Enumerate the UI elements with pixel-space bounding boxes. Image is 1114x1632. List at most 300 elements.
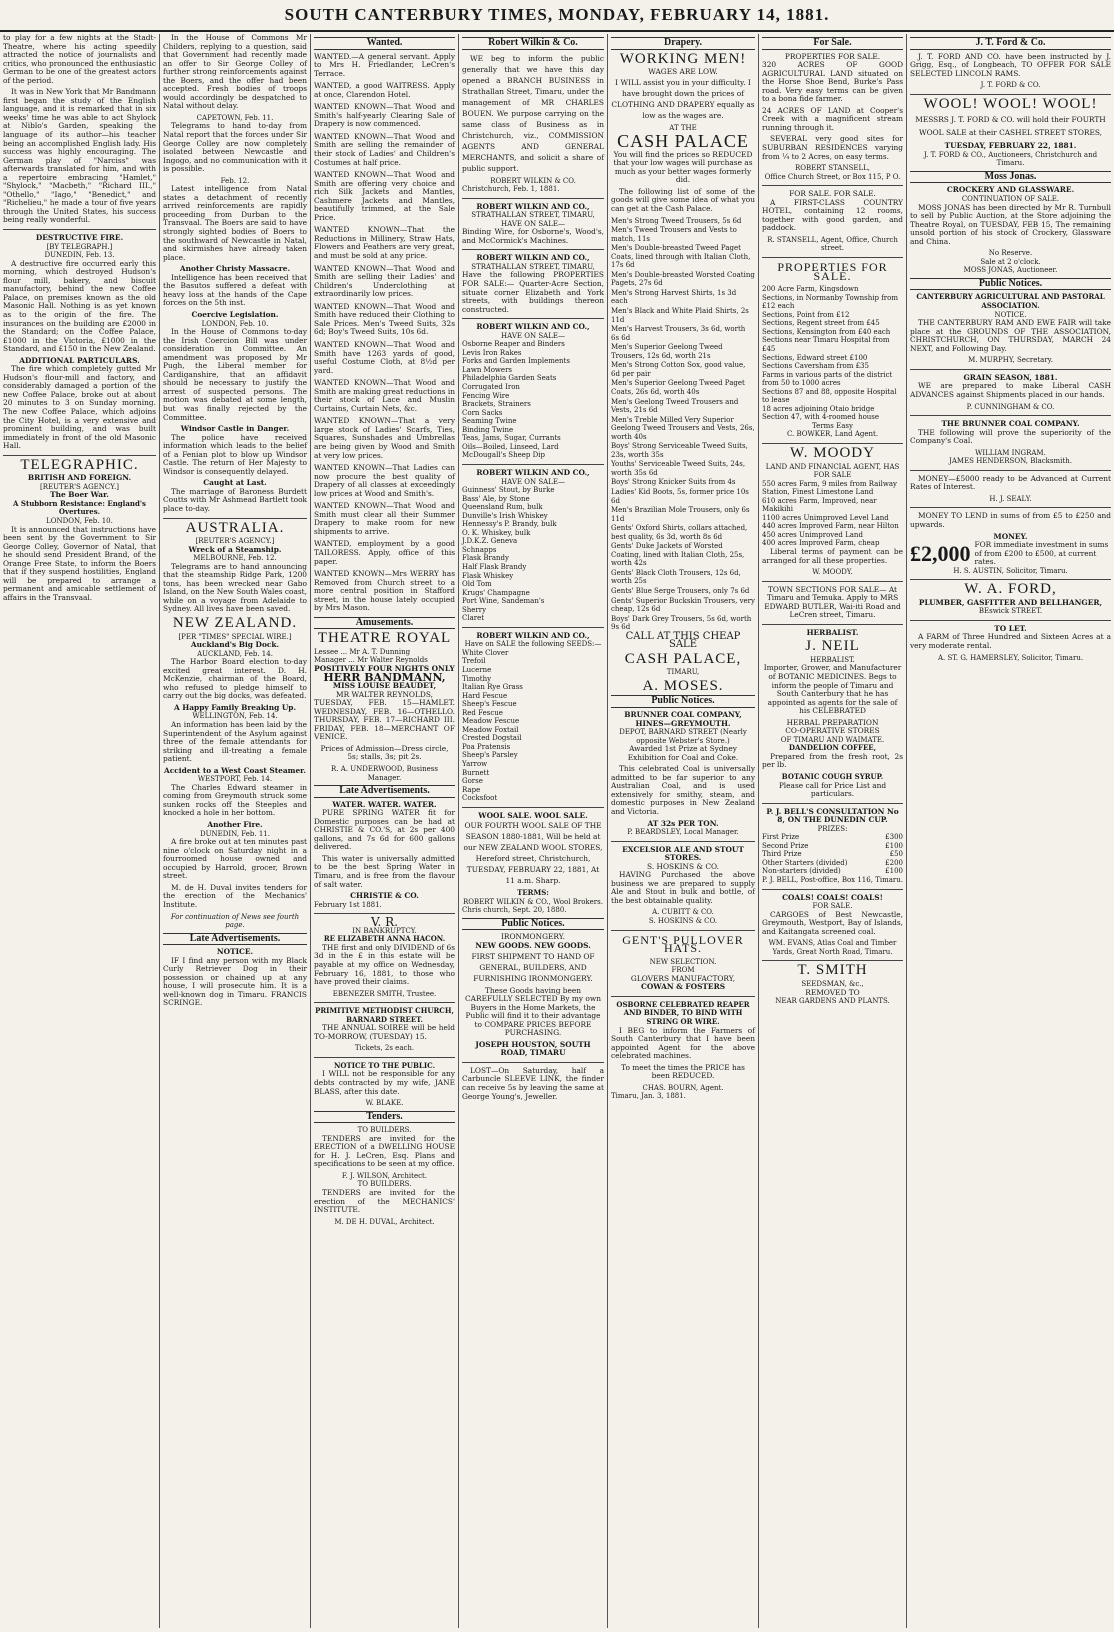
section-heading: Amusements. bbox=[314, 617, 455, 630]
article-paragraph: The marriage of Baroness Burdett Coutts with Mr Ashmead Bartlett took place to-day. bbox=[163, 486, 307, 513]
list-item: 200 Acre Farm, Kingsdown bbox=[762, 285, 859, 294]
ad-headline-large: W. A. FORD, bbox=[964, 581, 1057, 598]
prize-amount: £100 bbox=[885, 841, 903, 850]
article-paragraph: The police have received information which leads to the belief of a Fenian plot to blow up Windsor Castle. The return of Her Majesty to Windsor is consequently delayed. bbox=[163, 432, 307, 476]
ad-line: DEPOT, BARNARD STREET (Nearly opposite Webster's Store.) bbox=[619, 728, 747, 745]
ad-line: BOTANIC COUGH SYRUP. bbox=[781, 772, 884, 782]
ad-line: NEAR GARDENS AND PLANTS. bbox=[775, 997, 890, 1006]
ad-signature: A. CUBITT & CO. bbox=[652, 908, 714, 917]
ad-paragraph: OUR FOURTH WOOL SALE OF THE SEASON 1880-1881, Will be held at our NEW ZEALAND WOOL STORES, Hereford street, Christchurch, TUESDAY, FEBRUARY 22, 1881, At 11 a.m. Sharp. bbox=[463, 821, 603, 886]
list-item: Flask Whiskey bbox=[462, 571, 514, 580]
ad-signature: ROBERT WILKIN & CO. bbox=[490, 176, 576, 185]
divider bbox=[611, 930, 755, 931]
ad-paragraph: WE are prepared to make Liberal CASH ADVANCES against Shipments placed in our hands. bbox=[910, 381, 1111, 399]
ad-paragraph: The following list of some of the goods will give some idea of what you can get at the Cash Palace. bbox=[611, 186, 755, 214]
theatre-title: THEATRE ROYAL bbox=[317, 630, 452, 647]
list-item: Oils—Boiled, Linseed, Lard bbox=[462, 442, 559, 451]
divider bbox=[611, 996, 755, 997]
price-list-item: Men's Harvest Trousers, 3s 6d, worth 6s 6d bbox=[611, 325, 746, 342]
prize-amount: £50 bbox=[889, 850, 903, 859]
item-list bbox=[462, 340, 604, 460]
section-heading: Drapery. bbox=[611, 37, 755, 50]
prize-row bbox=[762, 867, 903, 876]
divider bbox=[462, 318, 604, 319]
subheading: The Boer War. bbox=[50, 490, 109, 500]
list-item: Hard Fescue bbox=[462, 691, 508, 700]
price-list-item: Men's Superior Geelong Tweed Trousers, 12s 6d, worth 21s bbox=[611, 343, 723, 360]
list-item: Flask Brandy bbox=[462, 554, 509, 563]
article-paragraph: The Charles Edward steamer in coming from Greymouth struck some sunken rocks off the Steeples and knocked a hole in her bottom. bbox=[163, 782, 307, 818]
wanted-ad: WANTED KNOWN—Mrs WERRY has Removed from Church street to a more central position in Stafford street, in the house lately occupied by Mrs Mason. bbox=[314, 569, 455, 613]
divider bbox=[611, 841, 755, 842]
article-paragraph: An information has been laid by the Superintendent of the Asylum against three of the female attendants for striking and ill-treating a female patient. bbox=[163, 720, 307, 764]
list-item: Claret bbox=[462, 614, 485, 623]
list-item: Levis Iron Rakes bbox=[462, 348, 522, 357]
ad-line: Chris church, Sept. 20, 1880. bbox=[462, 906, 567, 915]
list-item: Sherry bbox=[462, 605, 487, 614]
article-paragraph: to play for a few nights at the Stadt-Theatre, where his acting speedily attracted the notice of journalists and critics, who pronounced the enthusiastic German to be one of the greatest actors of the period. bbox=[3, 34, 156, 85]
divider bbox=[762, 624, 903, 625]
ad-line: POSITIVELY FOUR NIGHTS ONLY bbox=[314, 664, 455, 673]
ad-line: GLOVERS MANUFACTORY, bbox=[630, 973, 736, 983]
list-item: Lawn Mowers bbox=[462, 365, 513, 374]
section-heading: Late Advertisements. bbox=[163, 933, 307, 946]
subheading: A Stubborn Resistance: England's Overtures. bbox=[13, 498, 146, 517]
ad-line: HAVE ON SALE— bbox=[501, 331, 565, 340]
price-list-item: Men's Double-breasted Tweed Paget Coats, lined through with Italian Cloth, 17s 6d bbox=[611, 244, 751, 270]
subheading: Caught at Last. bbox=[203, 478, 267, 488]
article-paragraph: In the House of Commons Mr Childers, replying to a question, said that Government had recently made an offer to Sir George Colley of further strong reinforcements against the Boers, and the offer had been accepted. Fresh bodies of troops would accordingly be despatched to Natal without delay. bbox=[163, 34, 307, 111]
divider bbox=[910, 470, 1111, 471]
ad-signature: H. J. SEALY. bbox=[989, 494, 1032, 503]
money-amount: £2,000 bbox=[910, 540, 971, 566]
ad-headline-large: GENT'S PULLOVER HATS. bbox=[622, 932, 744, 956]
wanted-ad: WANTED KNOWN—That Wood and Smith have reduced their Clothing to Sale Prices. Men's Tweed Suits, 32s 6d; Boy's Tweed Suits, 10s 6d. bbox=[314, 301, 455, 337]
ad-line: Christchurch, Feb. 1, 1881. bbox=[462, 185, 560, 194]
list-item: Queensland Rum, bulk bbox=[462, 503, 543, 512]
list-item: McDougall's Sheep Dip bbox=[462, 451, 545, 460]
wanted-ad: WANTED, a good WAITRESS. Apply at once, Clarendon Hotel. bbox=[314, 81, 455, 99]
price-list-item: Men's Tweed Trousers and Vests to match, 11s bbox=[611, 226, 737, 243]
ad-line: Have on SALE the following SEEDS:— bbox=[464, 640, 602, 649]
ad-headline: CROCKERY AND GLASSWARE. bbox=[946, 185, 1075, 195]
ad-paragraph: HAVING Purchased the above business we are prepared to supply Ale and Stout in bulk and bottle, of the best obtainable quality. bbox=[611, 870, 755, 905]
ad-paragraph: I WILL assist you in your difficulty. I have brought down the prices of CLOTHING AND DRAPERY equally as low as the wages are. bbox=[611, 77, 755, 120]
divider bbox=[3, 455, 156, 456]
prize-amount: £300 bbox=[885, 833, 903, 842]
ad-headline: WAGES ARE LOW. bbox=[648, 67, 718, 77]
article-paragraph: M. de H. Duval invites tenders for the erection of the Mechanics' Institute. bbox=[163, 882, 307, 909]
list-item: Sections, Kensington from £40 each bbox=[762, 327, 891, 336]
subheading: Wreck of a Steamship. bbox=[188, 544, 282, 554]
divider bbox=[462, 807, 604, 808]
wanted-ad: WANTED KNOWN—That the Reductions in Millinery, Straw Hats, Flowers and Feathers are very great, and must be sold at any price. bbox=[314, 225, 455, 261]
ad-paragraph: Binding Wire, for Osborne's, Wood's, and McCormick's Machines. bbox=[462, 227, 604, 245]
wanted-ad: WANTED, employment by a good TAILORESS. Apply, office of this paper. bbox=[314, 539, 455, 566]
list-item: Crested Dogstail bbox=[462, 734, 522, 743]
price-list-item: Men's Geelong Tweed Trousers and Vests, 21s 6d bbox=[611, 397, 739, 415]
article-paragraph: Intelligence has been received that the Basutos suffered a defeat with heavy loss at the hands of the Cape forces on the 5th inst. bbox=[163, 272, 307, 308]
section-heading: Moss Jonas. bbox=[910, 171, 1111, 184]
divider bbox=[910, 507, 1111, 508]
list-item: 400 acres Improved Farm, cheap bbox=[762, 539, 880, 548]
list-item: Philadelphia Garden Seats bbox=[462, 374, 557, 383]
ad-headline-large: J. NEIL bbox=[805, 638, 860, 655]
ad-paragraph: TOWN SECTIONS FOR SALE— At Timaru and Temuka. Apply to MRS EDWARD BUTLER, Wai-iti Road and LeCren street, Timaru. bbox=[764, 584, 901, 620]
list-item: Section 47, with 4-roomed house bbox=[762, 413, 880, 422]
divider bbox=[314, 1002, 455, 1003]
list-item: Binding Twine bbox=[462, 425, 514, 434]
byline: [BY TELEGRAPH.] bbox=[46, 242, 113, 251]
ad-headline: EXCELSIOR ALE AND STOUT STORES. bbox=[622, 844, 744, 863]
dateline: Feb. 12. bbox=[220, 176, 250, 185]
list-item: 440 acres Improved Farm, near Hilton bbox=[762, 522, 899, 531]
ad-paragraph: Please call for Price List and particulars. bbox=[778, 780, 887, 799]
prize-label: Other Starters (divided) bbox=[762, 858, 848, 867]
list-item: Sheep's Fescue bbox=[462, 700, 517, 709]
subheading: A Happy Family Breaking Up. bbox=[173, 702, 297, 712]
subheading: Coercive Legislation. bbox=[191, 309, 279, 319]
ad-paragraph: These Goods having been CAREFULLY SELECTED By my own Buyers in the Home Markets, the Public will find it to their advantage to COMPARE PRICES BEFORE PURCHASING. bbox=[465, 985, 601, 1038]
ad-headline: HERBAL PREPARATION bbox=[786, 717, 879, 727]
list-item: 18 acres adjoining Otaio bridge bbox=[762, 404, 875, 413]
dateline: LONDON, Feb. 10. bbox=[46, 516, 113, 525]
column-5 bbox=[607, 34, 758, 1628]
article-paragraph: In the House of Commons to-day the Irish Coercion Bill was under consideration in Committee. An amendment was proposed by Mr Pugh, the Liberal member for Cardiganshire, that an affidavit should be necessary to justify the arrest of suspected persons. The motion was debated at some length, but was finally rejected by the Committee. bbox=[163, 327, 307, 422]
list-item: Brackets, Strainers bbox=[462, 400, 531, 409]
ad-signature: M. DE H. DUVAL, Architect. bbox=[334, 1217, 435, 1226]
ad-headline: IRONMONGERY. bbox=[500, 932, 565, 942]
ad-headline: NEW GOODS. NEW GOODS. bbox=[475, 941, 591, 951]
ad-headline-large: WOOL! WOOL! WOOL! bbox=[923, 95, 1098, 112]
section-heading: Public Notices. bbox=[910, 278, 1111, 291]
price-list-item: Ladies' Kid Boots, 5s, former price 10s 6d bbox=[611, 487, 749, 505]
ad-headline: CANTERBURY AGRICULTURAL AND PASTORAL ASSOCIATION. bbox=[916, 292, 1105, 311]
article-paragraph: It is announced that instructions have been sent by the Government to Sir George Colley, Governor of Natal, that he should send President Brand, of the Orange Free State, to inform the Boers that if they suspend hostilities, England will be prepared to arrange a permanent and amicable settlement of affairs in the Transvaal. bbox=[3, 524, 156, 602]
ad-line: Timaru, Jan. 3, 1881. bbox=[611, 1092, 686, 1101]
column-6 bbox=[758, 34, 906, 1628]
list-item: Guinness' Stout, by Burke bbox=[462, 486, 555, 495]
ad-line: NOTICE. bbox=[994, 310, 1027, 319]
ad-headline: GRAIN SEASON, 1881. bbox=[963, 372, 1058, 382]
divider bbox=[762, 803, 903, 804]
ad-paragraph: 320 ACRES OF GOOD AGRICULTURAL LAND situated on the Horse Shoe Bend, Burke's Pass road. Very easy terms can be given to a bona fide farmer. bbox=[762, 60, 903, 104]
ad-headline: S. HOSKINS & CO. bbox=[647, 861, 719, 871]
wanted-ad: WANTED KNOWN—That Ladies can now procure the best quality of Drapery of all classes at exceedingly low prices at Wood and Smith's. bbox=[314, 463, 455, 498]
ad-line: AT THE bbox=[669, 123, 697, 132]
list-item: Old Tom bbox=[462, 580, 492, 589]
ad-line: Manager ... Mr Walter Reynolds bbox=[314, 656, 428, 665]
ad-headline-large: CASH PALACE, bbox=[624, 650, 742, 667]
list-item: Krugs' Champagne bbox=[462, 588, 530, 597]
dateline: WELLINGTON, Feb. 14. bbox=[192, 712, 278, 721]
section-heading: BRITISH AND FOREIGN. bbox=[27, 473, 132, 483]
divider bbox=[910, 94, 1111, 95]
divider bbox=[762, 185, 903, 186]
ad-signature: P. BEARDSLEY, Local Manager. bbox=[627, 828, 739, 837]
list-item: 450 acres Unimproved Land bbox=[762, 530, 863, 539]
list-item: Sections, in Normanby Township from £12 each bbox=[762, 293, 898, 311]
article-paragraph: It was in New York that Mr Bandmann first began the study of the English language, and it is remarked that in six weeks' time he was able to act Shylock at Niblo's Garden, speaking the language of its author—his teacher being an accomplished English lady. His success was highly encouraging. The German play of "Narciss" was afterwards translated for him, and with a repertoire embracing "Hamlet," "Shylock," "Macbeth," "Richard III.," "Othello," "Iago," "Benedict," and "Richelieu," he made a tour of five years through the United States, his success being really wonderful. bbox=[3, 87, 156, 225]
list-item: Cocksfoot bbox=[462, 794, 498, 803]
ad-line: Terms Easy bbox=[812, 421, 853, 430]
dateline: DUNEDIN, Feb. 13. bbox=[44, 251, 115, 260]
ad-headline: COWAN & FOSTERS bbox=[640, 982, 726, 992]
ad-line: FOR SALE. bbox=[812, 902, 853, 911]
prize-amount: £200 bbox=[885, 858, 903, 867]
ad-headline: PROPERTIES FOR SALE. bbox=[784, 51, 881, 61]
prize-table bbox=[762, 833, 903, 876]
divider bbox=[910, 620, 1111, 621]
divider bbox=[314, 913, 455, 914]
ad-paragraph: LOST—On Saturday, half a Carbuncle SLEEVE LINK, the finder can receive 5s by leaving the same at George Young's, Jeweller. bbox=[462, 1065, 604, 1101]
ad-headline: HERBALIST. bbox=[806, 627, 859, 637]
list-item: Dunville's Irish Whiskey bbox=[462, 511, 548, 520]
ad-line: NEW SELECTION. bbox=[649, 957, 717, 966]
price-list bbox=[611, 217, 755, 632]
wanted-ad: WANTED KNOWN—That Wood and Smith are making great reductions in their stock of Lace and Muslin Curtains, Curtain Nets, &c. bbox=[314, 378, 455, 413]
ad-signature: CHAS. BOURN, Agent. bbox=[642, 1083, 724, 1092]
section-heading: J. T. Ford & Co. bbox=[910, 37, 1111, 50]
prize-label: Second Prize bbox=[762, 841, 809, 850]
wanted-ad: WANTED.—A general servant. Apply to Mrs H. Friedlander, LeCren's Terrace. bbox=[314, 51, 455, 78]
ad-line: TERMS: bbox=[517, 888, 549, 898]
prize-label: Non-starters (divided) bbox=[762, 867, 841, 876]
ad-paragraph: SEVERAL very good sites for SUBURBAN RESIDENCES varying from ¼ to 2 Acres, on easy terms. bbox=[762, 134, 903, 161]
subheading: Auckland's Big Dock. bbox=[190, 640, 280, 650]
divider bbox=[762, 960, 903, 961]
subheading: Another Fire. bbox=[207, 820, 263, 830]
ad-headline: ROBERT WILKIN AND CO., bbox=[476, 201, 590, 211]
prize-row bbox=[762, 833, 903, 842]
price-list-item: Men's Black and White Plaid Shirts, 2s 11d bbox=[611, 307, 749, 324]
section-heading: Public Notices. bbox=[462, 918, 604, 931]
divider bbox=[462, 198, 604, 199]
ad-line: Lessee ... Mr A. T. Dunning bbox=[314, 647, 411, 656]
ad-headline: NOTICE TO THE PUBLIC. bbox=[333, 1060, 436, 1070]
ad-line: TO BUILDERS. bbox=[357, 1180, 412, 1189]
article-paragraph: A destructive fire occurred early this morning, which destroyed Hudson's flour mill, bakery, and biscuit manufactory, behind the new Coffee Palace, on premises known as the old Masonic Hall. Nothing is as yet known as to the origin of the fire. The insurances on the building are £2000 in the Standard; on the Coffee Palace, £1000 in the Victoria, £1000 in the Standard, and £150 in the New Zealand. bbox=[3, 258, 156, 354]
column-4 bbox=[458, 34, 607, 1628]
section-heading: Tenders. bbox=[314, 1111, 455, 1124]
ad-line: RE ELIZABETH ANNA HACON. bbox=[323, 934, 446, 944]
column-3 bbox=[310, 34, 458, 1628]
list-item: Sheep's Parsley bbox=[462, 751, 518, 760]
section-heading: DESTRUCTIVE FIRE. bbox=[35, 233, 124, 243]
ad-paragraph: 24 ACRES OF LAND at Cooper's Creek with a magnificent stream running through it. bbox=[762, 105, 903, 132]
wanted-ad: WANTED KNOWN—That Wood and Smith must clear all their Summer Drapery to make room for new shipments to arrive. bbox=[314, 501, 455, 536]
ad-line: TO BUILDERS. bbox=[357, 1126, 412, 1135]
ad-line: REMOVED TO bbox=[805, 987, 860, 997]
wanted-ad: WANTED KNOWN—That Wood and Smith's half-yearly Clearing Sale of Drapery is now commenced. bbox=[314, 102, 455, 129]
ad-paragraph: CARGOES of Best Newcastle, Greymouth, Westport, Bay of Islands, and Kaitangata screened coal. bbox=[762, 909, 903, 936]
dateline: DUNEDIN, Feb. 11. bbox=[200, 829, 270, 838]
list-item: Yarrow bbox=[462, 760, 488, 768]
ad-paragraph: TUESDAY, FEB. 15—HAMLET. WEDNESDAY, FEB. 16—OTHELLO. THURSDAY, FEB. 17—RICHARD III. FRIDAY, FEB. 18—MERCHANT OF VENICE. bbox=[314, 698, 455, 742]
ad-paragraph: PURE SPRING WATER fit for Domestic purposes can be had at CHRISTIE & CO.'S, at 2s per 400 gallons, and 7s 6d for 600 gallons delivered. bbox=[314, 808, 455, 852]
ad-paragraph: This water is universally admitted to be the best Spring Water in Timaru, and is free from the flavour of salt water. bbox=[314, 853, 455, 889]
subheading: Another Christy Massacre. bbox=[179, 264, 291, 274]
divider bbox=[910, 415, 1111, 416]
section-heading: Public Notices. bbox=[611, 695, 755, 708]
ad-headline: P. J. BELL'S CONSULTATION No 8, ON THE DUNEDIN CUP. bbox=[766, 806, 899, 825]
divider bbox=[762, 257, 903, 258]
item-list bbox=[462, 649, 604, 803]
ad-line: HERBALIST. bbox=[810, 655, 855, 664]
price-list-item: Gents' Superior Buckskin Trousers, very cheap, 12s 6d bbox=[611, 596, 755, 614]
section-heading-large: TELEGRAPHIC. bbox=[20, 456, 139, 473]
subheading: Accident to a West Coast Steamer. bbox=[164, 765, 306, 775]
section-heading: ADDITIONAL PARTICULARS. bbox=[19, 355, 140, 365]
ad-paragraph: THE following will prove the superiority of the Company's Coal. bbox=[910, 427, 1111, 446]
ad-headline: ROBERT WILKIN AND CO., bbox=[476, 322, 590, 332]
divider bbox=[3, 229, 156, 230]
ad-signature: C. BOWKER, Land Agent. bbox=[786, 430, 879, 439]
divider bbox=[762, 443, 903, 444]
ad-headline: CALL AT THIS CHEAP SALE bbox=[625, 630, 741, 651]
ad-paragraph: J. T. FORD AND CO. have been instructed by J. Grigg, Esq., of Longbeach, TO OFFER FOR SALE SELECTED LINCOLN RAMS. bbox=[910, 51, 1111, 78]
ad-signature: WILLIAM INGRAM. bbox=[975, 448, 1046, 457]
ad-headline: THE BRUNNER COAL COMPANY. bbox=[941, 419, 1080, 429]
ad-paragraph: To meet the times the PRICE has been REDUCED. bbox=[621, 1062, 745, 1081]
list-item: Bass' Ale, by Stone bbox=[462, 494, 530, 503]
wanted-ad: WANTED KNOWN—That a very large stock of Ladies' Scarfs, Ties, Squares, Sunshades and Umbrellas are being given by Wood and Smith at very low prices. bbox=[314, 416, 455, 460]
ad-headline: WATER. WATER. WATER. bbox=[332, 799, 437, 809]
ad-paragraph: Have the following PROPERTIES FOR SALE:— Quarter-Acre Section, situate corner Elizabeth and York streets, with buildings thereon constructed. bbox=[462, 270, 604, 314]
byline: [PER "TIMES" SPECIAL WIRE.] bbox=[178, 632, 292, 641]
ad-headline: TUESDAY, FEBRUARY 22, 1881. bbox=[944, 141, 1077, 151]
ad-line: CONTINUATION OF SALE. bbox=[961, 195, 1060, 204]
ad-signature: H. S. AUSTIN, Solicitor, Timaru. bbox=[953, 566, 1068, 575]
ad-headline-large: W. MOODY bbox=[790, 444, 875, 461]
divider bbox=[462, 249, 604, 250]
prize-row bbox=[762, 859, 903, 868]
ad-headline-large: WORKING MEN! bbox=[619, 50, 747, 67]
price-list-item: Gents' Duke Jackets of Worsted Coating, lined with Italian Cloth, 25s, worth 42s bbox=[611, 542, 745, 568]
list-item: Sections, Edward street £100 bbox=[762, 353, 868, 362]
list-item: Schnapps bbox=[462, 545, 497, 554]
price-list-item: Men's Superior Geelong Tweed Paget Coats, 26s 6d, worth 40s bbox=[611, 379, 745, 396]
price-list-item: Men's Brazilian Mole Trousers, only 6s 11d bbox=[611, 506, 750, 523]
column-2 bbox=[159, 34, 310, 1628]
ad-paragraph: THE ANNUAL SOIREE will be held TO-MORROW, (TUESDAY) 15. bbox=[314, 1023, 455, 1041]
list-item: J.D.K.Z. Geneva bbox=[462, 537, 518, 546]
ad-line: PRIZES: bbox=[817, 824, 848, 833]
ad-line: STRATHALLAN STREET, TIMARU, bbox=[471, 262, 595, 271]
column-1 bbox=[0, 34, 159, 1628]
ad-signature: F. J. WILSON, Architect. bbox=[341, 1171, 428, 1180]
wanted-ad: WANTED KNOWN—That Wood and Smith are offering very choice and rich Silk Jackets and Mantles, Cashmere Jackets and Mantles, beautifully trimmed, at the Sale Price. bbox=[314, 170, 455, 222]
ad-headline-large: A. MOSES. bbox=[642, 677, 724, 694]
item-list bbox=[762, 285, 903, 422]
ad-line: February 1st 1881. bbox=[314, 900, 382, 909]
ad-signature: JOSEPH HOUSTON, SOUTH ROAD, TIMARU bbox=[475, 1039, 591, 1058]
ad-headline: ROBERT WILKIN AND CO., bbox=[476, 253, 590, 263]
ad-line: SEEDSMAN, &c., bbox=[801, 979, 864, 988]
divider bbox=[462, 1062, 604, 1063]
price-list-item: Men's Strong Cotton Sox, good value, 6d per pair bbox=[611, 361, 746, 378]
prize-label: First Prize bbox=[762, 833, 800, 842]
section-heading: Late Advertisements. bbox=[314, 785, 455, 798]
wanted-ads bbox=[314, 53, 455, 613]
ad-signature: CHRISTIE & CO. bbox=[350, 891, 419, 901]
ad-line: HAVE ON SALE— bbox=[501, 477, 565, 486]
list-item: Red Fescue bbox=[462, 708, 503, 717]
list-item: Rape bbox=[462, 785, 481, 794]
wanted-ad: WANTED KNOWN—That Wood and Smith have 1263 yards of good, useful Costume Cloth, at 8½d per yard. bbox=[314, 339, 455, 375]
ad-headline: AT 32s PER TON. bbox=[647, 818, 719, 828]
price-list-item: Gents' Blue Serge Trousers, only 7s 6d bbox=[611, 586, 750, 595]
ad-paragraph: A FARM of Three Hundred and Sixteen Acres at a very moderate rental. bbox=[910, 632, 1111, 650]
price-list-item: Men's Strong Tweed Trousers, 5s 6d bbox=[611, 216, 742, 225]
article-paragraph: Telegrams to hand to-day from Natal report that the forces under Sir George Colley are now completely isolated between Newcastle and Ingogo, and no communication with it is possible. bbox=[163, 121, 307, 174]
price-list-item: Gents' Black Cloth Trousers, 12s 6d, worth 25s bbox=[611, 568, 741, 586]
list-item: Port Wine, Sandeman's bbox=[462, 597, 545, 606]
list-item: 1100 acres Unimproved Level Land bbox=[762, 513, 889, 522]
item-list bbox=[762, 480, 903, 548]
list-item: Fencing Wire bbox=[462, 391, 510, 400]
ad-headline: PRIMITIVE METHODIST CHURCH, BARNARD STREET. bbox=[315, 1006, 454, 1024]
list-item: O. K. Whiskey, bulk bbox=[462, 528, 531, 537]
article-paragraph: Telegrams are to hand announcing that the steamship Ridge Park, 1200 tons, has been wrecked near Gabo Island, on the New South Wales coast, while on a voyage from Adelaide to Sydney. All lives have been saved. bbox=[163, 561, 307, 614]
price-list-item: Gents' Oxford Shirts, collars attached, best quality, 6s 3d, worth 8s 6d bbox=[611, 524, 748, 541]
ad-signature: R. STANSELL, Agent, Office, Church street. bbox=[767, 235, 898, 253]
ad-signature: J. T. FORD & CO., Auctioneers, Christchurch and Timaru. bbox=[923, 150, 1098, 168]
list-item: 610 acres Farm, Improved, near Makikihi bbox=[762, 496, 877, 514]
ad-paragraph: MOSS JONAS has been directed by Mr R. Turnbull to sell by Public Auction, at the Store adjoining the Theatre Royal, on TUESDAY, FEB 15, The remaining unsold portion of his stock of Crockery, Glassware and China. bbox=[910, 202, 1111, 246]
ad-signature: S. HOSKINS & CO. bbox=[648, 917, 718, 926]
ad-headline: MONEY. bbox=[993, 531, 1028, 541]
ad-signature: ROBERT WILKIN & CO., Wool Brokers. bbox=[463, 897, 603, 906]
list-item: White Clover bbox=[462, 648, 509, 657]
dateline: CAPETOWN, Feb. 11. bbox=[196, 113, 274, 122]
divider bbox=[910, 579, 1111, 580]
price-list-item: Men's Strong Harvest Shirts, 1s 3d each bbox=[611, 288, 737, 306]
list-item: Sections, Regent street from £45 bbox=[762, 319, 880, 328]
article-paragraph: Latest intelligence from Natal states a detachment of recently arrived reinforcements are rapidly proceeding from Durban to the Transvaal. The Boers are said to have strongly sighted bodies of Boers to the southward of Newcastle in Natal, and skirmishes have already taken place. bbox=[163, 184, 307, 262]
list-item: Corrugated Iron bbox=[462, 383, 520, 392]
ad-paragraph: WE beg to inform the public generally that we have this day opened a BRANCH BUSINESS in Strathallan Street, Timaru, under the management of MR CHARLES BOUEN. We purpose carrying on the same class of Business as in Christchurch, viz., COMMISSION AGENTS AND GENERAL MERCHANTS, and solicit a share of public support. bbox=[462, 53, 604, 173]
ad-signature: MOSS JONAS, Auctioneer. bbox=[963, 266, 1058, 275]
ad-headline: CO-OPERATIVE STORES bbox=[785, 726, 880, 736]
ad-signature: A. ST. G. HAMERSLEY, Solicitor, Timaru. bbox=[937, 653, 1084, 662]
prize-label: Third Prize bbox=[762, 850, 802, 859]
ad-headline: COALS! COALS! COALS! bbox=[782, 892, 883, 902]
continuation-note: For continuation of News see fourth page. bbox=[170, 912, 300, 930]
ad-paragraph: I BEG to inform the Farmers of South Canterbury that I have been appointed Agent for the above celebrated machines. bbox=[611, 1025, 755, 1061]
dateline: LONDON, Feb. 10. bbox=[201, 319, 269, 328]
ad-line: OF TIMARU AND WAIMATE. bbox=[780, 735, 885, 744]
list-item: Meadow Foxtail bbox=[462, 725, 519, 734]
divider bbox=[462, 627, 604, 628]
ad-headline-large: T. SMITH bbox=[797, 962, 868, 979]
ad-line: IN BANKRUPTCY. bbox=[352, 926, 417, 935]
ad-signature: R. A. UNDERWOOD, Business Manager. bbox=[331, 765, 438, 782]
dateline: MELBOURNE, Feb. 12. bbox=[193, 554, 277, 563]
list-item: Seaming Twine bbox=[462, 417, 517, 426]
article-paragraph: A fire broke out at ten minutes past nine o'clock on Saturday night in a fourroomed house owned and occupied by Harrold, grocer, Brown street. bbox=[163, 837, 307, 881]
ad-paragraph: Liberal terms of payment can be arranged for all these properties. bbox=[762, 546, 903, 565]
ad-line: HAVE ON SALE— bbox=[501, 219, 565, 228]
ad-headline-large: PROPERTIES FOR SALE. bbox=[777, 260, 888, 283]
dateline: WESTPORT, Feb. 14. bbox=[197, 775, 273, 784]
list-item: Sections, Point from £12 bbox=[762, 310, 850, 319]
prize-row bbox=[762, 850, 903, 859]
ad-line: TIMARU, bbox=[666, 668, 700, 677]
column-7 bbox=[906, 34, 1114, 1628]
price-list-item: Men's Treble Milled Very Superior Geelong Tweed Trousers and Vests, 26s, worth 40s bbox=[611, 415, 755, 441]
section-heading: Wanted. bbox=[314, 37, 455, 50]
